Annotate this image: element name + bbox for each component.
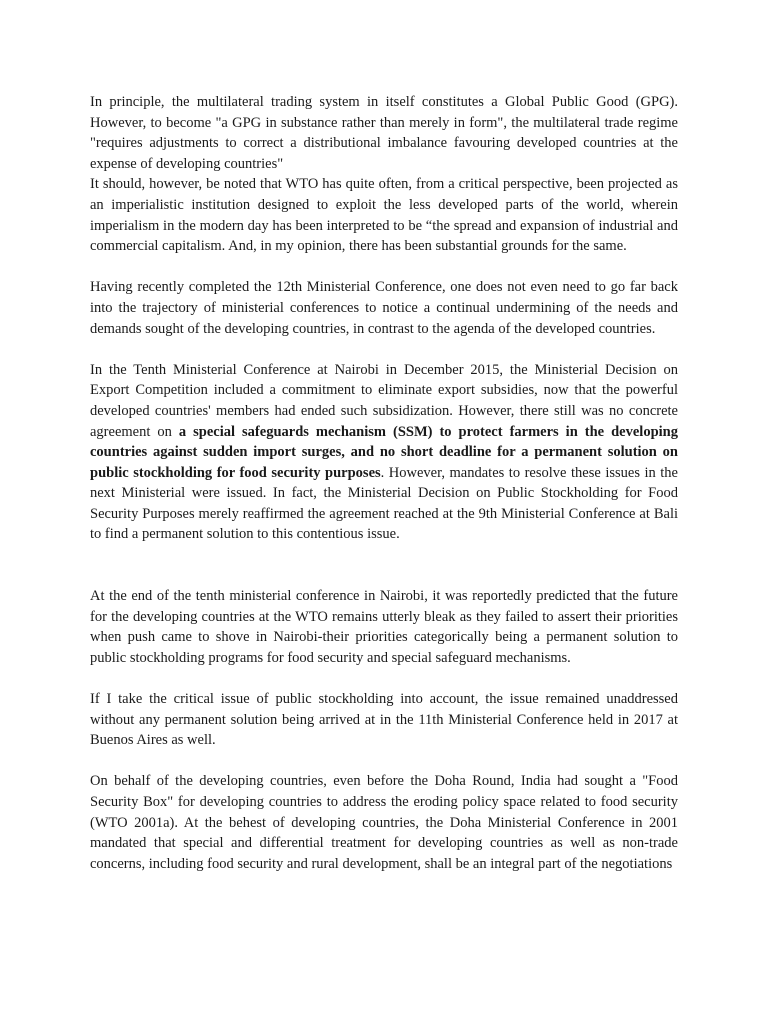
paragraph-wto-imperialism: It should, however, be noted that WTO has quite often, from a critical perspective, been projected as an imperialistic institution designed to exploit the less developed parts of the world, wherein imperialism in the modern day has been interpreted to be “the spread and expansion of industrial and commercial capitalism. And, in my opinion, there has been substantial grounds for the same.: [90, 176, 678, 255]
paragraph-text: . However, mandates to resolve these issues in the next Ministerial were issued. In fact, the Ministerial Decision on Public Stockholding for Food Security Purposes merely reaffirmed the agreement reached at the 9th Ministerial Conference at Bali to find a permanent solution to this contentious issue.: [90, 464, 678, 543]
paragraph-nairobi-outcome: At the end of the tenth ministerial conference in Nairobi, it was reportedly predicted that the future for the developing countries at the WTO remains utterly bleak as they failed to assert their priorities when push came to shove in Nairobi-their priorities categorically being a permanent solution to public stockholding programs for food security and special safeguard mechanisms.: [90, 588, 678, 666]
paragraph-gpg-principle: In principle, the multilateral trading system in itself constitutes a Global Public Good (GPG). However, to become "a GPG in substance rather than merely in form", the multilateral trade regime "requires adjustments to correct a distributional imbalance favouring developed countries at the expense of developing countries": [90, 94, 678, 172]
bold-emphasis-ssm: a special safeguards mechanism (SSM) to protect farmers in the developing countries against sudden import surges, and no short deadline for a permanent solution on public stockholding for food security purposes: [90, 423, 678, 481]
paragraph-12th-ministerial: Having recently completed the 12th Ministerial Conference, one does not even need to go far back into the trajectory of ministerial conferences to notice a continual undermining of the needs and demands sought of the developing countries, in contrast to the agenda of the developed countries.: [90, 279, 678, 337]
paragraph-public-stockholding: If I take the critical issue of public stockholding into account, the issue remained unaddressed without any permanent solution being arrived at in the 11th Ministerial Conference held in 2017 at Buenos Aires as well.: [90, 691, 678, 749]
document-body: [90, 92, 678, 874]
paragraph-text: In the Tenth Ministerial Conference at Nairobi in December 2015, the Ministerial Decision on Export Competition included a commitment to eliminate export subsidies, now that the powerful developed countries' members had ended such subsidization. However, there still was no concrete agreement on: [90, 361, 678, 440]
paragraph-food-security-box: On behalf of the developing countries, even before the Doha Round, India had sought a "Food Security Box" for developing countries to address the eroding policy space related to food security (WTO 2001a). At the behest of developing countries, the Doha Ministerial Conference in 2001 mandated that special and differential treatment for developing countries as well as non-trade concerns, including food security and rural development, shall be an integral part of the negotiations: [90, 773, 678, 872]
paragraph-nairobi-tenth-ministerial: [90, 360, 678, 545]
